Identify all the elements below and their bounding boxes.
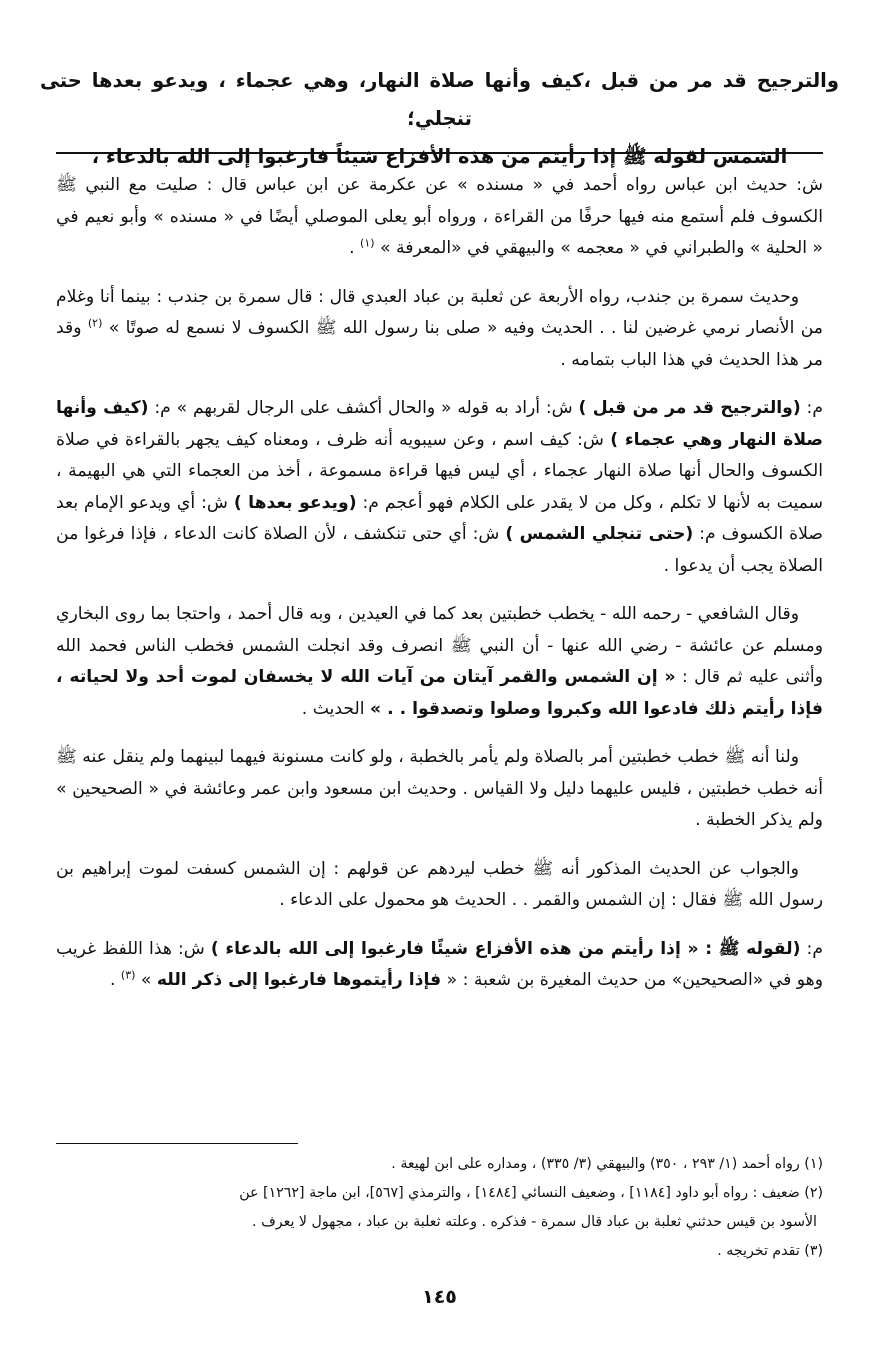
- paragraph-end: .: [109, 970, 121, 990]
- matn-quote: (لقوله ﷺ : « إذا رأيتم من هذه الأفزاع شيئًا فارغبوا إلى الله بالدعاء ): [210, 938, 801, 959]
- matn-header: [40, 62, 839, 176]
- footnote-ref-1[interactable]: (١): [360, 236, 375, 250]
- paragraph-ibn-abbas: [56, 170, 823, 265]
- sharh-text: »: [140, 970, 157, 990]
- paragraph-tarjih: [56, 393, 823, 582]
- marker-m: م:: [800, 398, 823, 418]
- matn-line-1: والترجيح قد مر من قبل ،كيف وأنها صلاة النهار، وهي عجماء ، ويدعو بعدها حتى تنجلي؛: [40, 69, 839, 130]
- footnote-divider: [56, 1143, 298, 1144]
- hadith-quote: فإذا رأيتموها فارغبوا إلى ذكر الله: [156, 970, 442, 990]
- paragraph-walana: [56, 742, 823, 837]
- marker-m: م:: [800, 938, 823, 959]
- matn-divider: [56, 152, 823, 154]
- paragraph-jawab: [56, 854, 823, 917]
- matn-quote: (حتى تنجلي الشمس ): [505, 524, 694, 544]
- footnote-2-continued: الأسود بن قيس حدثني ثعلبة بن عباد قال سمرة - فذكره . وعلته ثعلبة بن عباد ، مجهول لا يعرف .: [252, 1214, 817, 1230]
- paragraph-samura: [56, 282, 823, 377]
- commentary-body: [56, 170, 823, 1014]
- footnote-1: (١) رواه أحمد (١/ ٢٩٣ ، ٣٥٠) والبيهقي (٣/ ٣٣٥) ، ومداره على ابن لهيعة .: [391, 1156, 823, 1172]
- paragraph-end: وقد مر هذا الحديث في هذا الباب بتمامه .: [56, 318, 823, 370]
- paragraph-liqawlihi: [56, 934, 823, 997]
- hadith-quote: « إن الشمس والقمر آيتان من آيات الله لا يخسفان لموت أحد ولا لحياته ، فإذا رأيتم ذلك فادعوا الله وكبروا وصلوا وتصدقوا . . »: [56, 667, 823, 719]
- matn-quote: (ويدعو بعدها ): [233, 492, 357, 513]
- footnote-ref-3[interactable]: (٣): [120, 968, 136, 982]
- paragraph-text: ولنا أنه ﷺ خطب خطبتين أمر بالصلاة ولم يأمر بالخطبة ، ولو كانت مسنونة فيهما لبينهما ولم ينقل عنه ﷺ أنه خطب خطبتين ، فليس عليهما دليل ولا القياس . وحديث ابن مسعود وابن عمر وعائشة في « الصحيحين » ولم يذكر الخطبة .: [56, 747, 823, 830]
- matn-quote: (والترجيح قد مر من قبل ): [578, 398, 801, 418]
- footnote-3: (٣) تقدم تخريجه .: [717, 1243, 823, 1259]
- paragraph-shafii: [56, 599, 823, 725]
- paragraph-text: وقال الشافعي - رحمه الله - يخطب خطبتين بعد كما في العيدين ، وبه قال أحمد ، واحتجا بما روى البخاري ومسلم عن عائشة - رضي الله عنها - أن النبي ﷺ انصرف وقد انجلت الشمس فخطب الناس فحمد الله وأثنى عليه ثم قال :: [56, 604, 824, 687]
- sharh-text: ش: كيف اسم ، وعن سيبويه أنه ظرف ، ومعناه كيف يجهر بالقراءة في صلاة الكسوف والحال أنها صلاة النهار عجماء ، أي ليس فيها قراءة مسموعة ، أخذ من العجماء التي هي البهيمة ، سميت به لأنها لا تكلم ، وكل من لا يقدر على الكلام فهو أعجم م:: [56, 429, 823, 513]
- paragraph-text: والجواب عن الحديث المذكور أنه ﷺ خطب ليردهم عن قولهم : إن الشمس كسفت لموت إبراهيم بن رسول الله ﷺ فقال : إن الشمس والقمر . . الحديث هو محمول على الدعاء .: [56, 858, 823, 910]
- sharh-text: ش: أراد به قوله « والحال أكشف على الرجال لقربهم » م:: [148, 398, 579, 418]
- paragraph-text: ش: حديث ابن عباس رواه أحمد في « مسنده » عن عكرمة عن ابن عباس قال : صليت مع النبي ﷺ الكسوف فلم أستمع منه فيها حرفًا من القراءة ، ورواه أبو يعلى الموصلي أيضًا في « مسنده » وأبو نعيم في « الحلية » والطبراني في « معجمه » والبيهقي في «المعرفة »: [56, 175, 823, 258]
- footnotes: [56, 1150, 823, 1266]
- page-number: ١٤٥: [422, 1286, 457, 1308]
- sharh-text: ش: أي حتى تنكشف ، لأن الصلاة كانت الدعاء ، فإذا فرغوا من الصلاة يجب أن يدعوا .: [56, 524, 823, 576]
- matn-quote: (كيف وأنها صلاة النهار وهي عجماء ): [56, 398, 823, 450]
- sharh-text: ش: أي ويدعو الإمام بعد صلاة الكسوف م:: [56, 492, 823, 544]
- matn-line-2: الشمس لقوله ﷺ إذا رأيتم من هذه الأفزاع شيئاً فارغبوا إلى الله بالدعاء ،: [91, 145, 788, 168]
- paragraph-end: .: [349, 238, 361, 258]
- paragraph-text: الحديث .: [301, 698, 370, 719]
- footnote-ref-2[interactable]: (٢): [87, 316, 103, 330]
- footnote-2: (٢) ضعيف : رواه أبو داود [١١٨٤] ، وضعيف النسائي [١٤٨٤] ، والترمذي [٥٦٧]، ابن ماجة [١٢٦٢] عن: [239, 1185, 823, 1201]
- sharh-text: ش: هذا اللفظ غريب وهو في «الصحيحين» من حديث المغيرة بن شعبة : «: [56, 938, 823, 990]
- paragraph-text: وحديث سمرة بن جندب، رواه الأربعة عن ثعلبة بن عباد العبدي قال : قال سمرة بن جندب : بينما أنا وغلام من الأنصار نرمي غرضين لنا . . الحديث وفيه « صلى بنا رسول الله ﷺ الكسوف لا نسمع له صوتًا »: [56, 286, 823, 338]
